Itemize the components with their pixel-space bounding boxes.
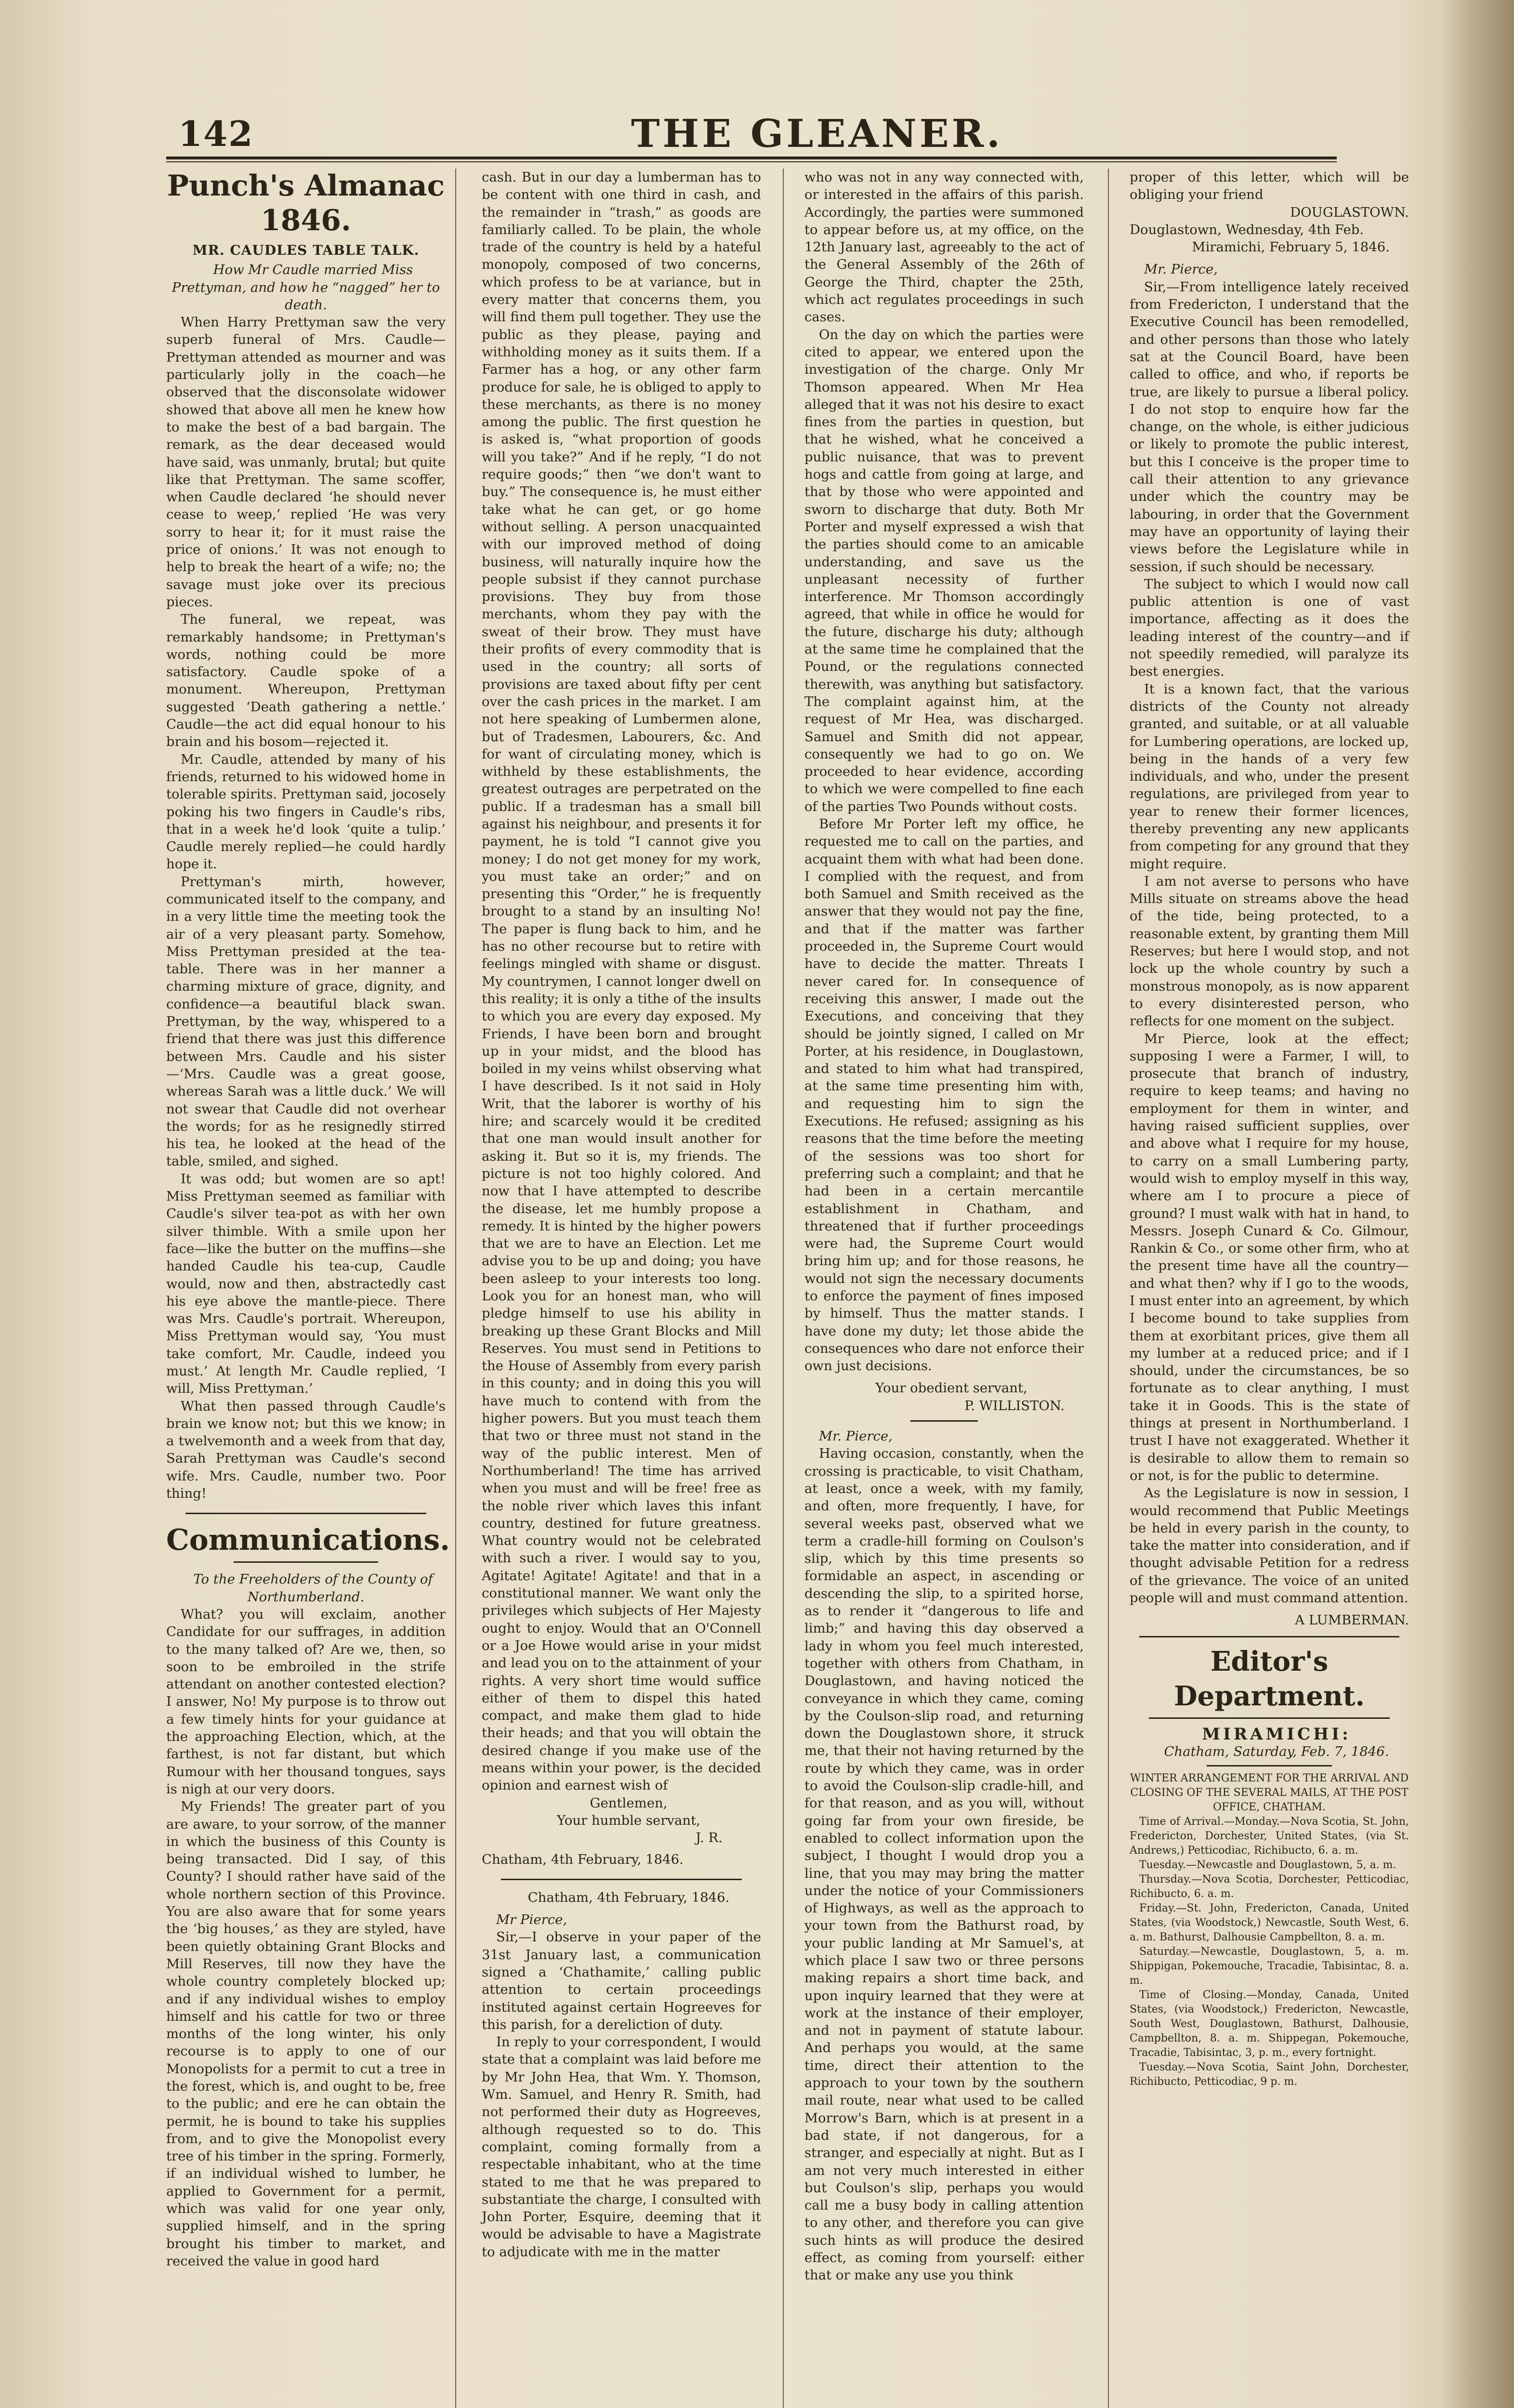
paragraph: Mr. Caudle, attended by many of his friends, returned to his widowed home in tolerable spirits. Prettyman said, jocosely poking his two fingers in Caudle's ribs, that in a week he'd look ‘quite a tulip.’ Caudle merely replied—he could hardly hope it.	[166, 751, 446, 872]
page-header	[178, 108, 1334, 157]
section-divider	[1207, 1765, 1332, 1767]
signature: P. WILLISTON.	[964, 1398, 1065, 1413]
paragraph: Prettyman's mirth, however, communicated itself to the company, and in a very little time the meeting took the air of a very pleasant party. Somehow, Miss Prettyman presided at the tea-table. There was in her manner a charming mixture of grace, dignity, and confidence—a beautiful black swan. Prettyman, by the way, whispered to a friend that there was just this difference between Mrs. Caudle and his sister—‘Mrs. Caudle was a great goose, whereas Sarah was a little duck.’ We will not swear that Caudle did not overhear the words; for as he resignedly stirred his tea, he looked at the head of the table, smiled, and sighed.	[166, 874, 446, 1169]
closing: Your obedient servant,	[875, 1380, 1027, 1396]
mail-heading: WINTER ARRANGEMENT FOR THE ARRIVAL AND CLOSING OF THE SEVERAL MAILS, AT THE POST OFFICE, CHATHAM.	[1130, 1772, 1409, 1814]
column-divider	[783, 169, 784, 2408]
paragraph: As the Legislature is now in session, I would recommend that Public Meetings be held in every parish in the county, to take the matter into consideration, and if thought advisable Petition for a redress of the grievance. The voice of an united people will and must command attention.	[1130, 1485, 1409, 1606]
salutation: Mr Pierce,	[496, 1912, 567, 1928]
section-divider	[234, 1561, 378, 1563]
signature: DOUGLASTOWN.	[1290, 204, 1409, 220]
column-4	[1130, 169, 1409, 2089]
paragraph: The funeral, we repeat, was remarkably handsome; in Prettyman's words, nothing could be more satisfactory. Caudle spoke of a monument. Whereupon, Prettyman suggested ‘Death gathering a nettle.’ Caudle—the act did equal honour to his brain and his bosom—rejected it.	[166, 612, 446, 750]
column-3	[804, 169, 1084, 2284]
communication-heading: To the Freeholders of the County of Northumberland.	[193, 1571, 433, 1605]
mail-item: Saturday.—Newcastle, Douglastown, 5, a. m. Shippigan, Pokemouche, Tracadie, Tabisintac, 8. a. m.	[1130, 1946, 1409, 1987]
mail-item: Time of Arrival.—Monday.—Nova Scotia, St. John, Fredericton, Dorchester, United States, (via St. Andrews,) Petticodiac, Richibucto, 6. a. m.	[1130, 1816, 1409, 1857]
paragraph: It was odd; but women are so apt! Miss Prettyman seemed as familiar with Caudle's silver tea-pot as with her own silver thimble. With a smile upon her face—like the butter on the muffins—she handed Caudle his tea-cup, Caudle would, now and then, abstractedly cast his eye above the mantle-piece. There was Mrs. Caudle's portrait. Whereupon, Miss Prettyman would say, ‘You must take comfort, Mr. Caudle, indeed you must.’ At length Mr. Caudle replied, ‘I will, Miss Prettyman.’	[166, 1171, 446, 1397]
paragraph: In reply to your correspondent, I would state that a complaint was laid before me by Mr John Hea, that Wm. Y. Thomson, Wm. Samuel, and Henry R. Smith, had not performed their duty as Hogreeves, although requested so to do. This complaint, coming formally from a respectable inhabitant, who at the time stated to me that he was prepared to substantiate the charge, I consulted with John Porter, Esquire, deeming that it would be advisable to have a Magistrate to adjudicate with me in the matter	[482, 2034, 761, 2260]
mail-item: Thursday.—Nova Scotia, Dorchester, Petticodiac, Richibucto, 6. a. m.	[1130, 1873, 1409, 1900]
section-divider	[910, 1420, 978, 1422]
column-divider	[455, 169, 456, 2408]
paragraph: proper of this letter, which will be obliging your friend	[1130, 170, 1409, 203]
paragraph: My Friends! The greater part of you are aware, to your sorrow, of the manner in which the business of this County is being transacted. Did I say, of this County? I should rather have said of the whole northern section of this Province. You are also aware that for some years the ‘big houses,’ as they are styled, have been quietly obtaining Grant Blocks and Mill Reserves, till now they have the whole country completely blocked up; and if any individual wishes to employ himself and his cattle for two or three months of the long winter, his only recourse is to apply to one of our Monopolists for a permit to cut a tree in the forest, which is, and ought to be, free to the public; and ere he can obtain the permit, he is bound to take his supplies from, and to give the Monopolist every tree of his timber in the spring. Formerly, if an individual wished to lumber, he applied to Government for a permit, which was valid for one year only, supplied himself, and in the spring brought his timber to market, and received the value in good hard	[166, 1799, 446, 2269]
mail-item: Friday.—St. John, Fredericton, Canada, United States, (via Woodstock,) Newcastle, South West, 6. a. m. Bathurst, Dalhousie Campbellton, 8. a. m.	[1130, 1902, 1409, 1944]
paragraph: Mr Pierce, look at the effect; supposing I were a Farmer, I will, to prosecute that branch of industry, require to keep teams; and having no employment for them in winter, and having raised sufficient supplies, over and above what I require for my house, to carry on a small Lumbering party, would wish to employ myself in this way, where am I to procure a piece of ground? I must walk with hat in hand, to Messrs. Joseph Cunard & Co. Gilmour, Rankin & Co., or some other firm, who at the present time have all the country—and what then? why if I go to the woods, I must enter into an agreement, by which I become bound to take supplies from them at exorbitant prices, give them all my lumber at a reduced price; and if I should, under the circumstances, be so fortunate as to clear anything, I must take it in Goods. This is the state of things at present in Northumberland. I trust I have not exaggerated. Whether it is desirable to allow them to remain so or not, is for the public to determine.	[1130, 1031, 1409, 1483]
section-title: Punch's Almanac 1846.	[167, 169, 445, 237]
paragraph: who was not in any way connected with, or interested in the affairs of this parish. Accordingly, the parties were summoned to appear before us, at my office, on the 12th January last, agreeably to the act of the General Assembly of the 26th of George the Third, chapter the 25th, which act regulates proceedings in such cases.	[804, 170, 1084, 325]
salutation: Mr. Pierce,	[1144, 262, 1218, 277]
closing: Your humble servant,	[557, 1812, 700, 1828]
miramichi-heading: MIRAMICHI:	[1202, 1724, 1351, 1744]
signature: J. R.	[696, 1830, 723, 1846]
paragraph: Before Mr Porter left my office, he requested me to call on the parties, and acquaint them with what had been done. I complied with the request, and from both Samuel and Smith received as the answer that they would not pay the fine, and that if the matter was farther proceeded in, the Supreme Court would have to decide the matter. Threats I never cared for. In consequence of receiving this answer, I made out the Executions, and conceiving that they should be jointly signed, I called on Mr Porter, at his residence, in Douglastown, and stated to him what had transpired, at the same time presenting him with, and requesting him to sign the Executions. He refused; assigning as his reasons that the time before the meeting of the sessions was too short for preferring such a complaint; and that he had been in a certain mercantile establishment in Chatham, and threatened that if further proceedings were had, the Supreme Court would bring him up; and for those reasons, he would not sign the necessary documents to enforce the payment of fines imposed by himself. Thus the matter stands. I have done my duty; let those abide the consequences who dare not enforce their own just decisions.	[804, 816, 1084, 1374]
mail-schedule	[1130, 1771, 1409, 2089]
communications-title: Communications.	[166, 1523, 450, 1557]
article-subtitle: How Mr Caudle married Miss Prettyman, and how he “nagged” her to death.	[171, 262, 440, 313]
signature: A LUMBERMAN.	[1295, 1612, 1409, 1628]
editor-department-title: Editor's Department.	[1174, 1645, 1365, 1712]
paragraph: The subject to which I would now call public attention is one of vast importance, affecting as it does the leading interest of the country—and if not speedily remedied, will paralyze its best energies.	[1130, 576, 1409, 680]
paragraph: Sir,—From intelligence lately received from Fredericton, I understand that the Executive Council has been remodelled, and other persons than those who lately sat at the Council Board, have been called to office, and who, if reports be true, are likely to pursue a liberal policy. I do not stop to enquire how far the change, on the whole, is either judicious or likely to promote the public interest, but this I conceive is the proper time to call their attention to any grievance under which the country may be labouring, in order that the Government may have an opportunity of laying their views before the Legislature while in session, if such should be necessary.	[1130, 279, 1409, 575]
page-number: 142	[178, 113, 254, 154]
paragraph: I am not averse to persons who have Mills situate on streams above the head of the tide, being protected, to a reasonable extent, by granting them Mill Reserves; but here I would stop, and not lock up the whole country by such a monstrous monopoly, as is now apparent to every disinterested person, who reflects for one moment on the subject.	[1130, 873, 1409, 1029]
column-2	[482, 169, 761, 2261]
dateline: Douglastown, Wednesday, 4th Feb.	[1130, 222, 1364, 237]
header-rule	[166, 157, 1337, 162]
paragraph: cash. But in our day a lumberman has to be content with one third in cash, and the remainder in “trash,” as goods are familiarly called. To be plain, the whole trade of the country is held by a hateful monopoly, composed of two concerns, which profess to be at variance, but in every matter that concerns them, you will find them pull together. They use the public as they please, paying and withholding money as it suits them. If a Farmer has a hog, or any other farm produce for sale, he is obliged to apply to these merchants, as there is no money among the public. The first question he is asked is, “what proportion of goods will you take?” And if he reply, “I do not require goods;” then “we don't want to buy.” The consequence is, he must either take what he can get, or go home without selling. A person unacquainted with our improved method of doing business, will naturally inquire how the people subsist if they cannot purchase provisions. They buy from those merchants, whom they pay with the sweat of their brow. They must have their profits of every commodity that is used in the country; all sorts of provisions are taxed about fifty per cent over the cash prices in the market. I am not here speaking of Lumbermen alone, but of Tradesmen, Labourers, &c. And for want of circulating money, which is withheld by these establishments, the greatest outrages are perpetrated on the public. If a tradesman has a small bill against his neighbour, and presents it for payment, he is told “I cannot give you money; I do not get money for my work, you must take an order;” and on presenting this “Order,” he is frequently brought to a stand by an insulting No! The paper is flung back to him, and he has no other recourse but to retire with feelings mingled with shame or disgust. My countrymen, I cannot longer dwell on this reality; it is only a tithe of the insults to which you are every day exposed. My Friends, I have been born and brought up in your midst, and the blood has boiled in my veins whilst observing what I have described. Is it not said in Holy Writ, that the laborer is worthy of his hire; and scarcely would it be credited that one man would insult another for asking it. But so it is, my friends. The picture is not too highly colored. And now that I have attempted to describe the disease, let me humbly propose a remedy. It is hinted by the higher powers that we are to have an Election. Let me advise you to be up and doing; you have been asleep to your interests too long. Look you for an honest man, who will pledge himself to use his ability in breaking up these Grant Blocks and Mill Reserves. You must send in Petitions to the House of Assembly from every parish in this county; and in doing this you will have much to contend with from the higher powers. But you must teach them that two or three must not stand in the way of the public interest. Men of Northumberland! The time has arrived when you must and will be free! free as the noble river which laves this infant country, destined for future greatness. What country would not be celebrated with such a river. I would say to you, Agitate! Agitate! Agitate! and that in a constitutional manner. We want only the privileges which subjects of Her Majesty ought to enjoy. Would that an O'Connell or a Joe Howe would arise in your midst and lead you on to the attainment of your rights. A very short time would suffice either of them to dispel this hated compact, and make them glad to hide their heads; and that you will obtain the desired change if you make use of the means within your power, is the decided opinion and earnest wish of	[482, 170, 761, 1793]
closing: Gentlemen,	[590, 1795, 668, 1811]
section-divider	[501, 1879, 742, 1880]
paragraph: Having occasion, constantly, when the crossing is practicable, to visit Chatham, at least, once a week, with my family, and often, more frequently, I have, for several weeks past, observed what we term a cradle-hill forming on Coulson's slip, which by this time presents so formidable an aspect, in ascending or descending the slip, to a spirited horse, as to render it “dangerous to life and limb;” and having this day observed a lady in whom you feel much interested, together with others from Chatham, in Douglastown, and having noticed the conveyance in which they came, coming by the Coulson-slip road, and returning down the Douglastown shore, it struck me, that their not having returned by the route by which they came, was in order to avoid the Coulson-slip cradle-hill, and for that reason, and as you will, without going far from your own fireside, be enabled to collect information upon the subject, I thought I would drop you a line, that you may may bring the matter under the notice of your Commissioners of Highways, as well as the approach to your town from the Bathurst road, by your public landing at Mr Samuel's, at which place I saw two or three persons making repairs a short time back, and upon inquiry learned that they were at work at the instance of their employer, and not in payment of statute labour. And perhaps you would, at the same time, direct their attention to the approach to your town by the southern mail route, near what used to be called Morrow's Barn, which is at present in a bad state, if not dangerous, for a stranger, and especially at night. But as I am not very much interested in either but Coulson's slip, perhaps you would call me a busy body in calling attention to any other, and therefore you can give such hints as will produce the desired effect, as coming from yourself: either that or make any use you think	[804, 1446, 1084, 2283]
paragraph: It is a known fact, that the various districts of the County not already granted, and suitable, or at all valuable for Lumbering operations, are locked up, being in the hands of a very few individuals, and who, under the present regulations, are privileged from year to year to renew their former licences, thereby preventing any new applicants from competing for any ground that they might require.	[1130, 681, 1409, 872]
paragraph: What then passed through Caudle's brain we know not; but this we know; in a twelvemonth and a week from that day, Sarah Prettyman was Caudle's second wife. Mrs. Caudle, number two. Poor thing!	[166, 1398, 446, 1502]
mail-item: Tuesday.—Nova Scotia, Saint John, Dorchester, Richibucto, Petticodiac, 9 p. m.	[1130, 2061, 1409, 2088]
section-divider	[1139, 1636, 1399, 1637]
dateline: Miramichi, February 5, 1846.	[1192, 239, 1390, 255]
section-divider	[1149, 1717, 1390, 1719]
paragraph: What? you will exclaim, another Candidate for our suffrages, in addition to the many talked of? Are we, then, so soon to be embroiled in the strife attendant on another contested election? I answer, No! My purpose is to throw out a few timely hints for your guidance at the approaching Election, which, at the farthest, is not far distant, but which Rumour with her thousand tongues, says is nigh at our very doors.	[166, 1606, 446, 1797]
editor-dateline: Chatham, Saturday, Feb. 7, 1846.	[1164, 1743, 1389, 1759]
dateline: Chatham, 4th February, 1846.	[527, 1889, 730, 1905]
mail-item: Time of Closing.—Monday, Canada, United States, (via Woodstock,) Fredericton, Newcastle, South West, Douglastown, Bathurst, Dalhousie, Campbellton, 8. a. m. Shippegan, Pokemouche, Tracadie, Tabisintac, 3, p. m., every fortnight.	[1130, 1989, 1409, 2059]
dateline: Chatham, 4th February, 1846.	[482, 1851, 684, 1867]
salutation: Mr. Pierce,	[819, 1428, 893, 1444]
binding-shadow	[1442, 0, 1514, 2408]
paragraph: When Harry Prettyman saw the very superb funeral of Mrs. Caudle—Prettyman attended as mourner and was particularly jolly in the coach—he observed that the disconsolate widower showed that above all men he knew how to make the best of a bad bargain. The remark, as the dear deceased would have said, was unmanly, brutal; but quite like that Prettyman. The same scoffer, when Caudle declared ‘he should never cease to weep,’ replied ‘He was very sorry to hear it; for it must raise the price of onions.’ It was not enough to help to break the heart of a wife; no; the savage must joke over its precious pieces.	[166, 314, 446, 610]
column-1	[166, 169, 450, 2270]
article-title: MR. CAUDLES TABLE TALK.	[192, 242, 420, 258]
column-divider	[1108, 169, 1109, 2408]
section-divider	[185, 1513, 426, 1514]
mail-item: Tuesday.—Newcastle and Douglastown, 5, a. m.	[1139, 1859, 1396, 1871]
paragraph: On the day on which the parties were cited to appear, we entered upon the investigation of the charge. Only Mr Thomson appeared. When Mr Hea alleged that it was not his desire to exact fines from the parties in question, but that he wished, what he conceived a public nuisance, that was to prevent hogs and cattle from going at large, and that by those who were appointed and sworn to discharge that duty. Both Mr Porter and myself expressed a wish that the parties should come to an amicable understanding, and save us the unpleasant necessity of further interference. Mr Thomson accordingly agreed, that while in office he would for the future, discharge his duty; although at the same time he complained that the Pound, or the regulations connected therewith, was anything but satisfactory. The complaint against him, at the request of Mr Hea, was discharged. Samuel and Smith did not appear, consequently we had to go on. We proceeded to hear evidence, according to which we were compelled to fine each of the parties Two Pounds without costs.	[804, 327, 1084, 814]
paragraph: Sir,—I observe in your paper of the 31st January last, a communication signed a ‘Chathamite,’ calling public attention to certain proceedings instituted against certain Hogreeves for this parish, for a dereliction of duty.	[482, 1929, 761, 2032]
masthead: THE GLEANER.	[631, 111, 1003, 156]
